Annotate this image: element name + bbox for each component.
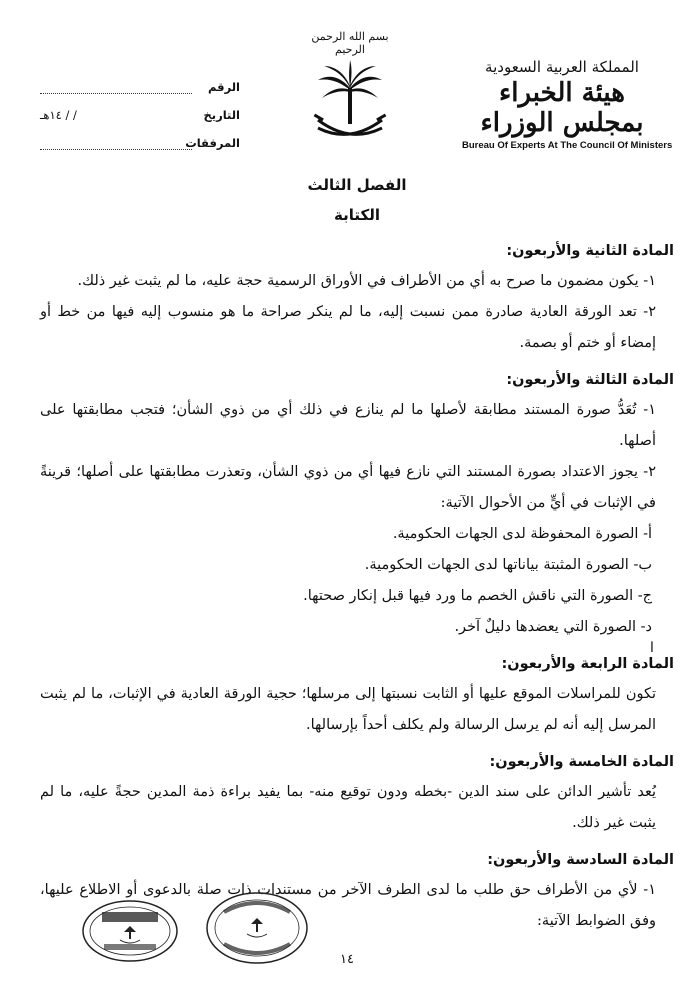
article-42-para-2: ٢- تعد الورقة العادية صادرة ممن نسبت إليه، ما لم ينكر صراحة ما هو منسوب إليه فيها من خط أو إمضاء أو ختم أو بصمة. — [40, 304, 656, 351]
chapter-title: الفصل الثالث — [307, 176, 407, 194]
bureau-name-english: Bureau Of Experts At The Council Of Ministers — [462, 140, 673, 151]
attachments-field — [40, 122, 240, 150]
page-number: ١٤ — [340, 952, 354, 967]
palm-swords-emblem-icon — [300, 58, 400, 148]
article-44-para-1: تكون للمراسلات الموقع عليها أو الثابت نسبتها إلى مرسلها؛ حجية الورقة العادية في الإثبات، ما لم يثبت المرسل إليه أنه لم يرسل الرسالة ولم يكلف أحداً بإرسالها. — [40, 686, 656, 733]
stamp-right-icon — [204, 890, 310, 970]
article-45-para-1: يُعد تأشير الدائن على سند الدين -بخطه ودون توقيع منه- بما يفيد براءة ذمة المدين حجةً عليه، ما لم يثبت غير ذلك. — [40, 784, 656, 831]
article-43-para-2: ٢- يجوز الاعتداد بصورة المستند التي نازع فيها أي من ذوي الشأن، وتعذرت مطابقتها على أصلها؛ قرينةً في الإثبات في أيٍّ من الأحوال الآتية: — [40, 464, 656, 511]
article-46-para-1: ١- لأي من الأطراف حق طلب ما لدى الطرف الآخر من مستندات ذات صلة بالدعوى أو الاطلاع عليها، وفق الضوابط الآتية: — [40, 882, 656, 929]
chapter-subtitle: الكتابة — [334, 206, 380, 224]
article-43-para-1: ١- تُعَدُّ صورة المستند مطابقة لأصلها ما لم ينازع في ذلك أي من ذوي الشأن؛ فتجب مطابقتها على أصلها. — [40, 402, 656, 449]
letterhead-fields — [40, 66, 240, 150]
stamp-left-icon — [80, 898, 180, 968]
ref-field — [40, 66, 240, 94]
ref-line — [40, 81, 192, 94]
article-42-para-1: ١- يكون مضمون ما صرح به أي من الأطراف في الأوراق الرسمية حجة عليه، ما لم يثبت غير ذلك. — [77, 273, 656, 289]
article-45-heading: المادة الخامسة والأربعون: — [489, 754, 674, 770]
article-43-item-c: ج- الصورة التي ناقش الخصم ما ورد فيها قبل إنكار صحتها. — [303, 588, 652, 604]
document-body — [40, 170, 674, 937]
article-43-item-d: د- الصورة التي يعضدها دليلٌ آخر. — [454, 619, 652, 635]
date-value: / / ١٤هـ — [40, 108, 77, 122]
letterhead-org — [462, 58, 673, 151]
article-46-heading: المادة السادسة والأربعون: — [487, 852, 674, 868]
article-43-heading: المادة الثالثة والأربعون: — [506, 372, 674, 388]
basmala: بسم الله الرحمن الرحيم — [311, 30, 389, 56]
attachments-label: المرفقات — [185, 136, 240, 150]
kingdom-name: المملكة العربية السعودية — [485, 58, 639, 76]
letterhead-emblem — [300, 30, 400, 148]
article-42-heading: المادة الثانية والأربعون: — [506, 243, 674, 259]
ref-label: الرقم — [208, 80, 240, 94]
bureau-name-arabic: هيئة الخبراء بمجلس الوزراء — [480, 78, 644, 138]
date-field — [40, 94, 240, 122]
article-43-item-b: ب- الصورة المثبتة بياناتها لدى الجهات الحكومية. — [364, 557, 652, 573]
attachments-line — [40, 137, 192, 150]
article-44-heading: المادة الرابعة والأربعون: — [501, 656, 674, 672]
margin-mark: ا — [650, 640, 654, 656]
official-stamps — [80, 890, 340, 970]
date-label: التاريخ — [203, 108, 240, 122]
article-43-item-a: أ- الصورة المحفوظة لدى الجهات الحكومية. — [392, 526, 652, 542]
